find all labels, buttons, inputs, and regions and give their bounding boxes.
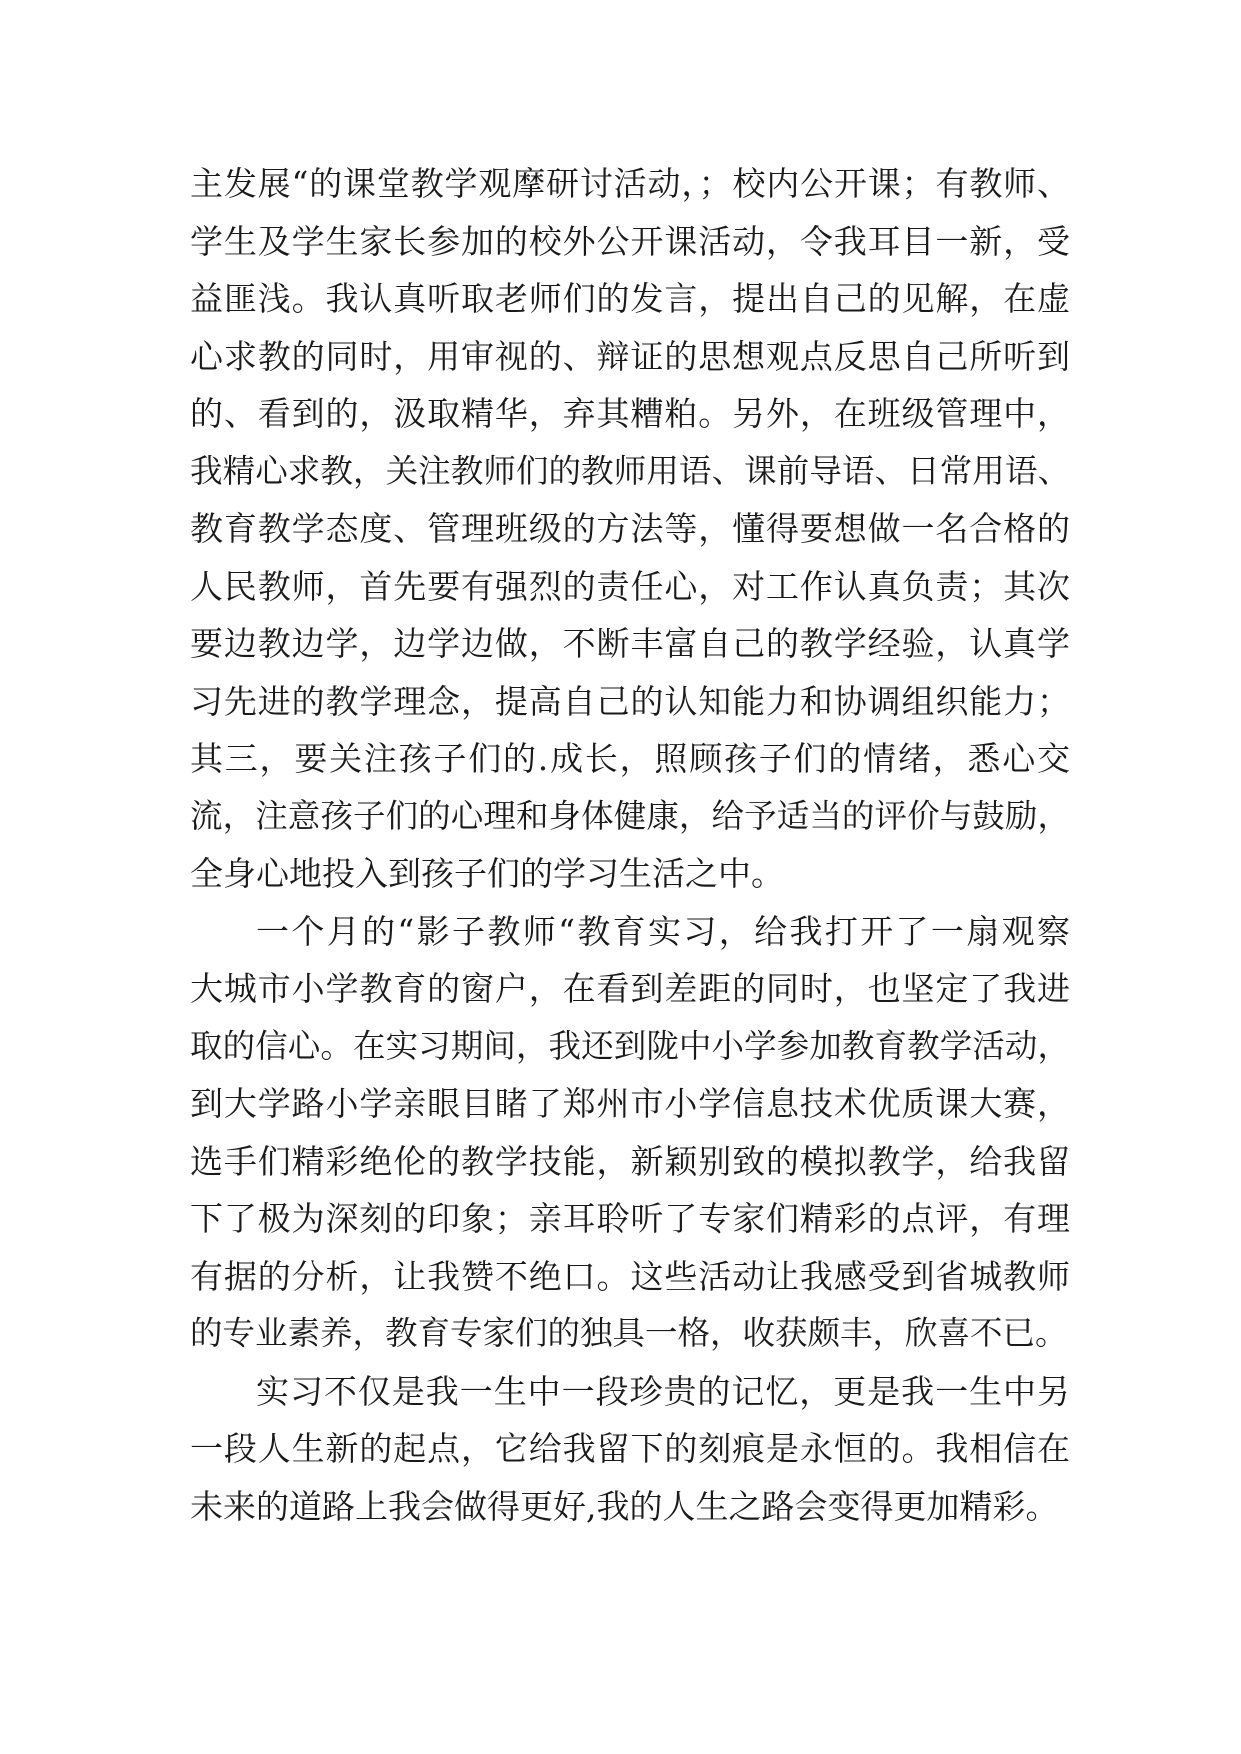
- paragraph-1-line-12: 流，注意孩子们的心理和身体健康，给予适当的评价与鼓励，: [190, 796, 1070, 835]
- paragraph-2-line-7: 有据的分析，让我赞不绝口。这些活动让我感受到省城教师: [190, 1256, 1070, 1296]
- paragraph-1-line-1: 主发展“的课堂教学观摩研讨活动，；校内公开课；有教师、: [190, 164, 1070, 203]
- paragraph-3-line-2: 一段人生新的起点，它给我留下的刻痕是永恒的。我相信在: [190, 1429, 1070, 1468]
- paragraph-1-line-5: 的、看到的，汲取精华，弃其糟粕。另外，在班级管理中，: [190, 394, 1070, 433]
- paragraph-3-line-3: 未来的道路上我会做得更好,我的人生之路会变得更加精彩。: [190, 1486, 1059, 1526]
- paragraph-2-line-6: 下了极为深刻的印象；亲耳聆听了专家们精彩的点评，有理: [190, 1199, 1070, 1238]
- paragraph-1-line-10: 习先进的教学理念，提高自己的认知能力和协调组织能力；: [190, 681, 1070, 721]
- paragraph-2-line-8: 的专业素养，教育专家们的独具一格，收获颇丰，欣喜不已。: [190, 1314, 1068, 1352]
- paragraph-1-line-6: 我精心求教，关注教师们的教师用语、课前导语、日常用语、: [190, 451, 1070, 490]
- paragraph-3-line-1: 实习不仅是我一生中一段珍贵的记忆，更是我一生中另: [256, 1371, 1070, 1411]
- paragraph-1-line-11: 其三，要关注孩子们的.成长，照顾孩子们的情绪，悉心交: [190, 739, 1070, 778]
- paragraph-1-line-2: 学生及学生家长参加的校外公开课活动，令我耳目一新，受: [190, 221, 1070, 261]
- paragraph-2-line-3: 取的信心。在实习期间，我还到陇中小学参加教育教学活动，: [190, 1026, 1070, 1065]
- paragraph-1-line-9: 要边教边学，边学边做，不断丰富自己的教学经验，认真学: [190, 624, 1070, 663]
- paragraph-2-line-1: 一个月的“影子教师“教育实习，给我打开了一扇观察: [256, 911, 1070, 951]
- paragraph-1-line-3: 益匪浅。我认真听取老师们的发言，提出自己的见解，在虚: [190, 279, 1070, 318]
- paragraph-1-line-7: 教育教学态度、管理班级的方法等，懂得要想做一名合格的: [190, 509, 1070, 548]
- paragraph-1-line-13: 全身心地投入到孩子们的学习生活之中。: [190, 854, 784, 893]
- body-text: [190, 155, 1070, 1535]
- paragraph-2-line-2: 大城市小学教育的窗户，在看到差距的同时，也坚定了我进: [190, 969, 1070, 1008]
- paragraph-2-line-5: 选手们精彩绝伦的教学技能，新颖别致的模拟教学，给我留: [190, 1141, 1070, 1181]
- paragraph-1-line-4: 心求教的同时，用审视的、辩证的思想观点反思自己所听到: [190, 336, 1070, 376]
- paragraph-2-line-4: 到大学路小学亲眼目睹了郑州市小学信息技术优质课大赛，: [190, 1084, 1070, 1123]
- paragraph-1-line-8: 人民教师，首先要有强烈的责任心，对工作认真负责；其次: [190, 566, 1070, 606]
